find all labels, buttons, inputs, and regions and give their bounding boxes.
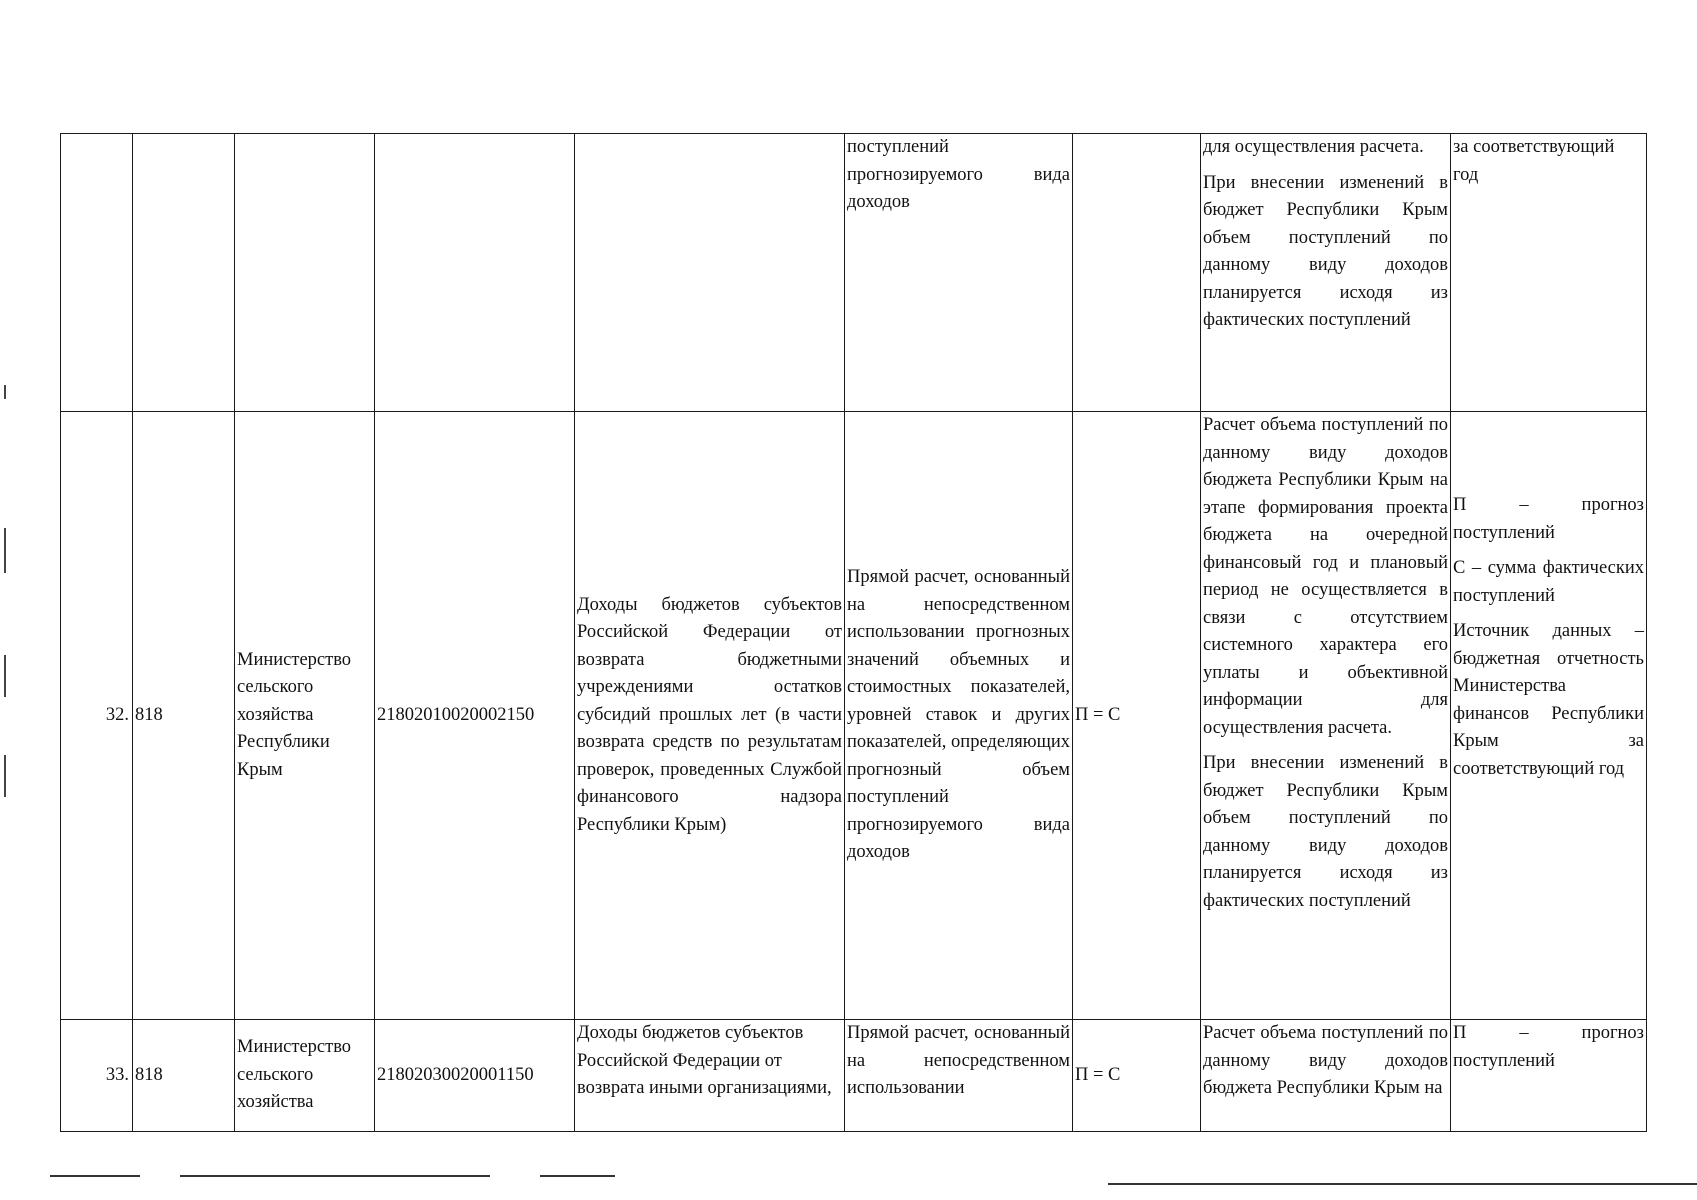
row-number-cell: 32. <box>61 412 133 1020</box>
scan-artifact-rule <box>1108 1183 1697 1185</box>
algorithm-paragraph: Расчет объема поступлений по данному виду доходов бюджета Республики Крым на <box>1203 1023 1448 1098</box>
table-row <box>61 134 1647 412</box>
scan-artifact-tick <box>4 655 6 697</box>
indicator-paragraph: П – прогноз поступлений <box>1453 495 1644 543</box>
algorithm-cell <box>1201 412 1451 1020</box>
code-cell <box>133 134 235 412</box>
method-cell: Прямой расчет, основанный на непосредственном использовании прогнозных значений объемных и стоимостных показателей, уровней ставок и других показателей, определяющих прогнозный объем поступлений прогнозируемого вида доходов <box>845 412 1073 1020</box>
scan-artifact-rule <box>540 1175 615 1177</box>
code-cell: 818 <box>133 412 235 1020</box>
indicators-cell <box>1451 1020 1647 1132</box>
formula-cell <box>1073 134 1201 412</box>
algorithm-paragraph: При внесении изменений в бюджет Республики Крым объем поступлений по данному виду доходов планируется исходя из фактических поступлений <box>1203 753 1448 911</box>
scan-artifact-rule <box>180 1175 490 1177</box>
scan-artifact-tick <box>4 528 6 573</box>
scan-artifact-tick <box>4 755 6 797</box>
formula-cell: П = С <box>1073 412 1201 1020</box>
indicator-paragraph: П – прогноз поступлений <box>1453 1023 1644 1071</box>
administrator-cell: Министерство сельского хозяйства Республики Крым <box>235 412 375 1020</box>
indicator-paragraph: за соответствующий год <box>1453 137 1615 185</box>
budget-revenue-table <box>60 133 1647 1132</box>
indicators-cell <box>1451 134 1647 412</box>
revenue-name-cell: Доходы бюджетов субъектов Российской Федерации от возврата иными организациями, <box>575 1020 845 1132</box>
revenue-name-cell: Доходы бюджетов субъектов Российской Федерации от возврата бюджетными учреждениями остатков субсидий прошлых лет (в части возврата средств по результатам проверок, проведенных Службой финансового надзора Республики Крым) <box>575 412 845 1020</box>
row-number-cell: 33. <box>61 1020 133 1132</box>
formula-cell: П = С <box>1073 1020 1201 1132</box>
indicators-cell <box>1451 412 1647 1020</box>
algorithm-paragraph: для осуществления расчета. <box>1203 137 1424 157</box>
table-row <box>61 1020 1647 1132</box>
indicator-paragraph: Источник данных – бюджетная отчетность Министерства финансов Республики Крым за соответствующий год <box>1453 621 1644 779</box>
algorithm-cell <box>1201 134 1451 412</box>
scan-artifact-rule <box>50 1175 140 1177</box>
administrator-cell: Министерство сельского хозяйства <box>235 1020 375 1132</box>
kbk-cell: 21802010020002150 <box>375 412 575 1020</box>
table-row <box>61 412 1647 1020</box>
scan-artifact-tick <box>4 385 6 399</box>
kbk-cell: 21802030020001150 <box>375 1020 575 1132</box>
code-cell: 818 <box>133 1020 235 1132</box>
indicator-paragraph: С – сумма фактических поступлений <box>1453 558 1644 606</box>
algorithm-paragraph: При внесении изменений в бюджет Республики Крым объем поступлений по данному виду доходов планируется исходя из фактических поступлений <box>1203 172 1448 330</box>
row-number-cell <box>61 134 133 412</box>
method-cell: поступлений прогнозируемого вида доходов <box>845 134 1073 412</box>
kbk-cell <box>375 134 575 412</box>
administrator-cell <box>235 134 375 412</box>
algorithm-cell <box>1201 1020 1451 1132</box>
algorithm-paragraph: Расчет объема поступлений по данному виду доходов бюджета Республики Крым на этапе формирования проекта бюджета на очередной финансовый год и плановый период не осуществляется в связи с отсутствием системного характера его уплаты и объективной информации для осуществления расчета. <box>1203 415 1448 738</box>
revenue-name-cell <box>575 134 845 412</box>
method-cell: Прямой расчет, основанный на непосредственном использовании <box>845 1020 1073 1132</box>
